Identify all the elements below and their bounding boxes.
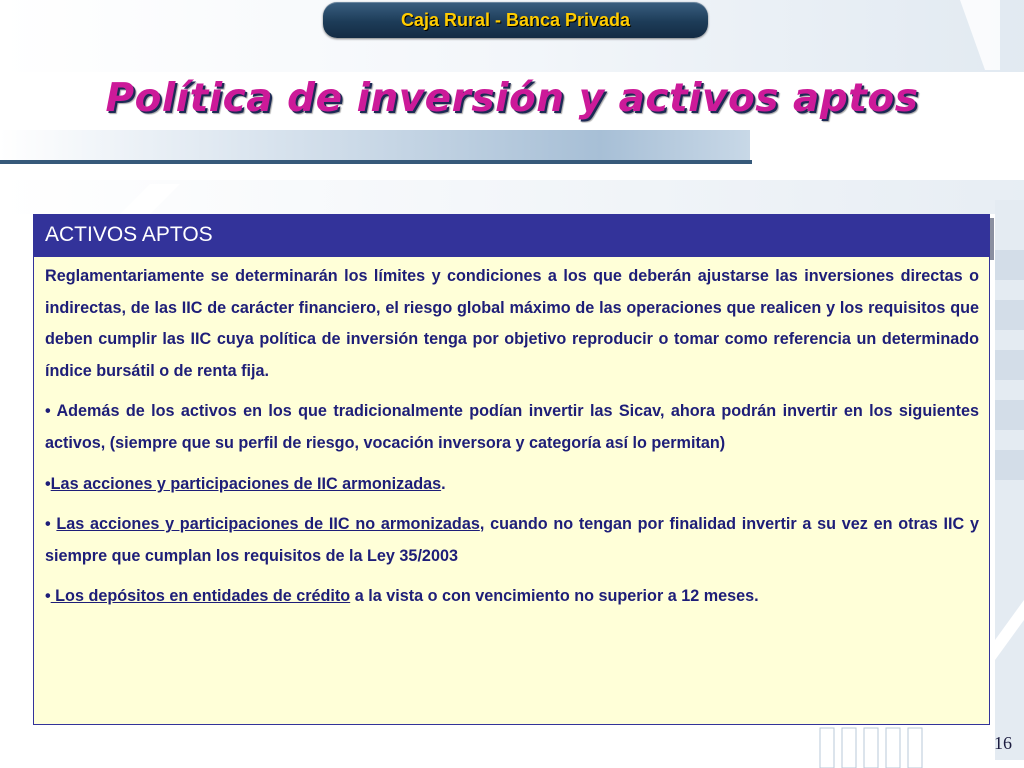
panel-header (33, 214, 990, 256)
brand-banner-text: Caja Rural - Banca Privada (400, 9, 631, 30)
title-underline-band (0, 130, 750, 164)
bullet-suffix: . (441, 474, 446, 493)
title-underline (0, 160, 752, 164)
bullet-suffix: , cuando no tengan por finalidad invertir a su vez en otras IIC y siempre que cumplan los requisitos de la Ley 35/2003 (45, 515, 979, 565)
page-number: 16 (994, 733, 1012, 753)
bullet-credit-deposits (45, 581, 979, 613)
bullet-additional-assets: • Además de los activos en los que tradicionalmente podían invertir las Sicav, ahora podrán invertir en los siguientes activos, (siempre que su perfil de riesgo, vocación inversora y categoría así lo permitan) (45, 402, 979, 452)
bullet-marker: • (45, 515, 57, 534)
bullet-marker: • (45, 587, 51, 606)
intro-paragraph: Reglamentariamente se determinarán los límites y condiciones a los que deberán ajustarse las inversiones directas o indirectas, de las IIC de carácter financiero, el riesgo global máximo de las operaciones que realicen y los requisitos que deben cumplir las IIC cuya política de inversión tenga por objetivo reproducir o tomar como referencia un determinado índice bursátil o de renta fija. (45, 267, 979, 380)
non-harmonized-iic-link[interactable]: Las acciones y participaciones de IIC no armonizadas (56, 515, 480, 534)
bullet-non-harmonized-iic (45, 509, 979, 572)
bullet-marker: • (45, 474, 51, 493)
harmonized-iic-link[interactable]: Las acciones y participaciones de IIC armonizadas (50, 474, 442, 493)
bullet-suffix: a la vista o con vencimiento no superior a 12 meses. (350, 587, 759, 606)
credit-deposits-link[interactable]: Los depósitos en entidades de crédito (50, 587, 351, 606)
slide-title: Política de inversión y activos aptos (105, 76, 919, 121)
bullet-harmonized-iic (45, 469, 979, 501)
brand-banner (323, 2, 708, 38)
panel-heading: ACTIVOS APTOS (45, 223, 213, 246)
panel-body (33, 256, 990, 725)
